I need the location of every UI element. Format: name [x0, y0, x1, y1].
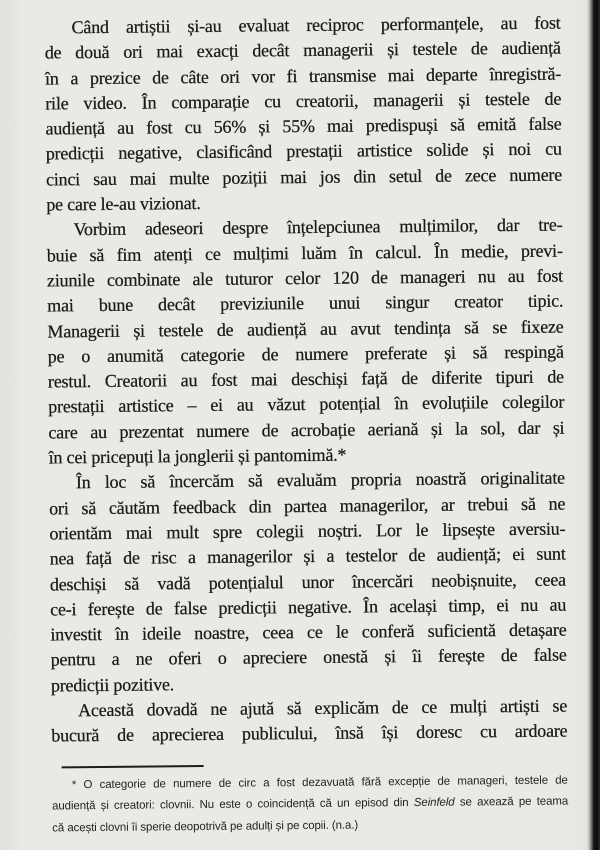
- text-line: în cei pricepuți la jonglerii și pantomimă.*: [48, 444, 347, 468]
- text-line: * O categorie de numere de circ a fost dezavuată fără excepție de manageri, testele de: [71, 774, 568, 791]
- text-line: nea față de risc a managerilor și a testelor de audiență; ei sunt: [49, 543, 566, 569]
- text-line: deschiși să vadă potențialul unor încercări neobișnuite, ceea: [49, 569, 567, 594]
- text-line: cinci sau mai multe poziții mai jos din setul de zece numere: [45, 164, 563, 190]
- text-line: că acești clovni îi sperie deopotrivă pe adulți și pe copii. (n.a.): [52, 819, 359, 835]
- page-content: [44, 11, 568, 840]
- text-line: Vorbim adeseori despre înțelepciunea mulțimilor, dar tre-: [73, 214, 563, 240]
- text-line: Managerii și testele de audiență au avut tendința să se fixeze: [47, 316, 564, 342]
- text-line: rile video. În comparație cu creatorii, managerii și testele de: [45, 88, 562, 114]
- text-line: mai bune decât previziunile unui singur creator tipic.: [47, 290, 564, 316]
- text-line: ziunile combinate ale tuturor celor 120 de manageri nu au fost: [46, 265, 564, 291]
- footnote: [52, 770, 569, 839]
- text-line: Când artiștii și-au evaluat reciproc performanțele, au fost: [71, 12, 561, 38]
- text-line: care au prezentat numere de acrobație aeriană și la sol, dar și: [48, 417, 565, 443]
- text-line: ori să căutăm feedback din partea managerilor, ar trebui să ne: [49, 493, 566, 519]
- text-line: investit în ideile noastre, ceea ce le conferă suficientă detașare: [50, 619, 567, 645]
- text-line: prestații artistice – ei au văzut potențial în evoluțiile colegilor: [48, 391, 565, 417]
- text-line: buie să fim atenți ce mulțimi luăm în calcul. În medie, previ-: [46, 240, 563, 266]
- text-line: de două ori mai exacți decât managerii și testele de audiență: [44, 37, 561, 63]
- scan-edge-shadow: [587, 0, 600, 850]
- text-line: pentru a ne oferi o apreciere onestă și îi ferește de false: [50, 644, 567, 670]
- text-line: audiență au fost cu 56% și 55% mai predispuși să emită false: [45, 113, 562, 139]
- text-line: În loc să încercăm să evaluăm propria noastră originalitate: [75, 467, 565, 493]
- text-line: predicții negative, clasificând prestații artistice solide și noi cu: [45, 139, 562, 164]
- text-line: Această dovadă ne ajută să explicăm de ce mulți artiști se: [78, 695, 568, 721]
- body-text: [44, 11, 567, 750]
- text-line: ce-i ferește de false predicții negative. În același timp, ei nu au: [50, 594, 567, 620]
- text-line: predicții pozitive.: [50, 673, 175, 696]
- text-line: în a prezice de câte ori vor fi transmise mai departe înregistră-: [44, 63, 562, 89]
- text-line: restul. Creatorii au fost mai deschiși față de diferite tipuri de: [47, 366, 564, 392]
- text-line: pe o anumită categorie de numere preferate și să respingă: [47, 341, 564, 367]
- text-line: orientăm mai mult spre colegii noștri. Lor le lipsește aversiu-: [49, 518, 566, 544]
- text-line: audiență și creatori: clovnii. Nu este o coincidență că un episod din Seinfeld se axează pe teama: [51, 795, 569, 813]
- footnote-rule: [62, 765, 204, 768]
- text-line: pe care le-au vizionat.: [46, 193, 201, 215]
- text-line: bucură de aprecierea publicului, însă își doresc cu ardoare: [51, 720, 568, 746]
